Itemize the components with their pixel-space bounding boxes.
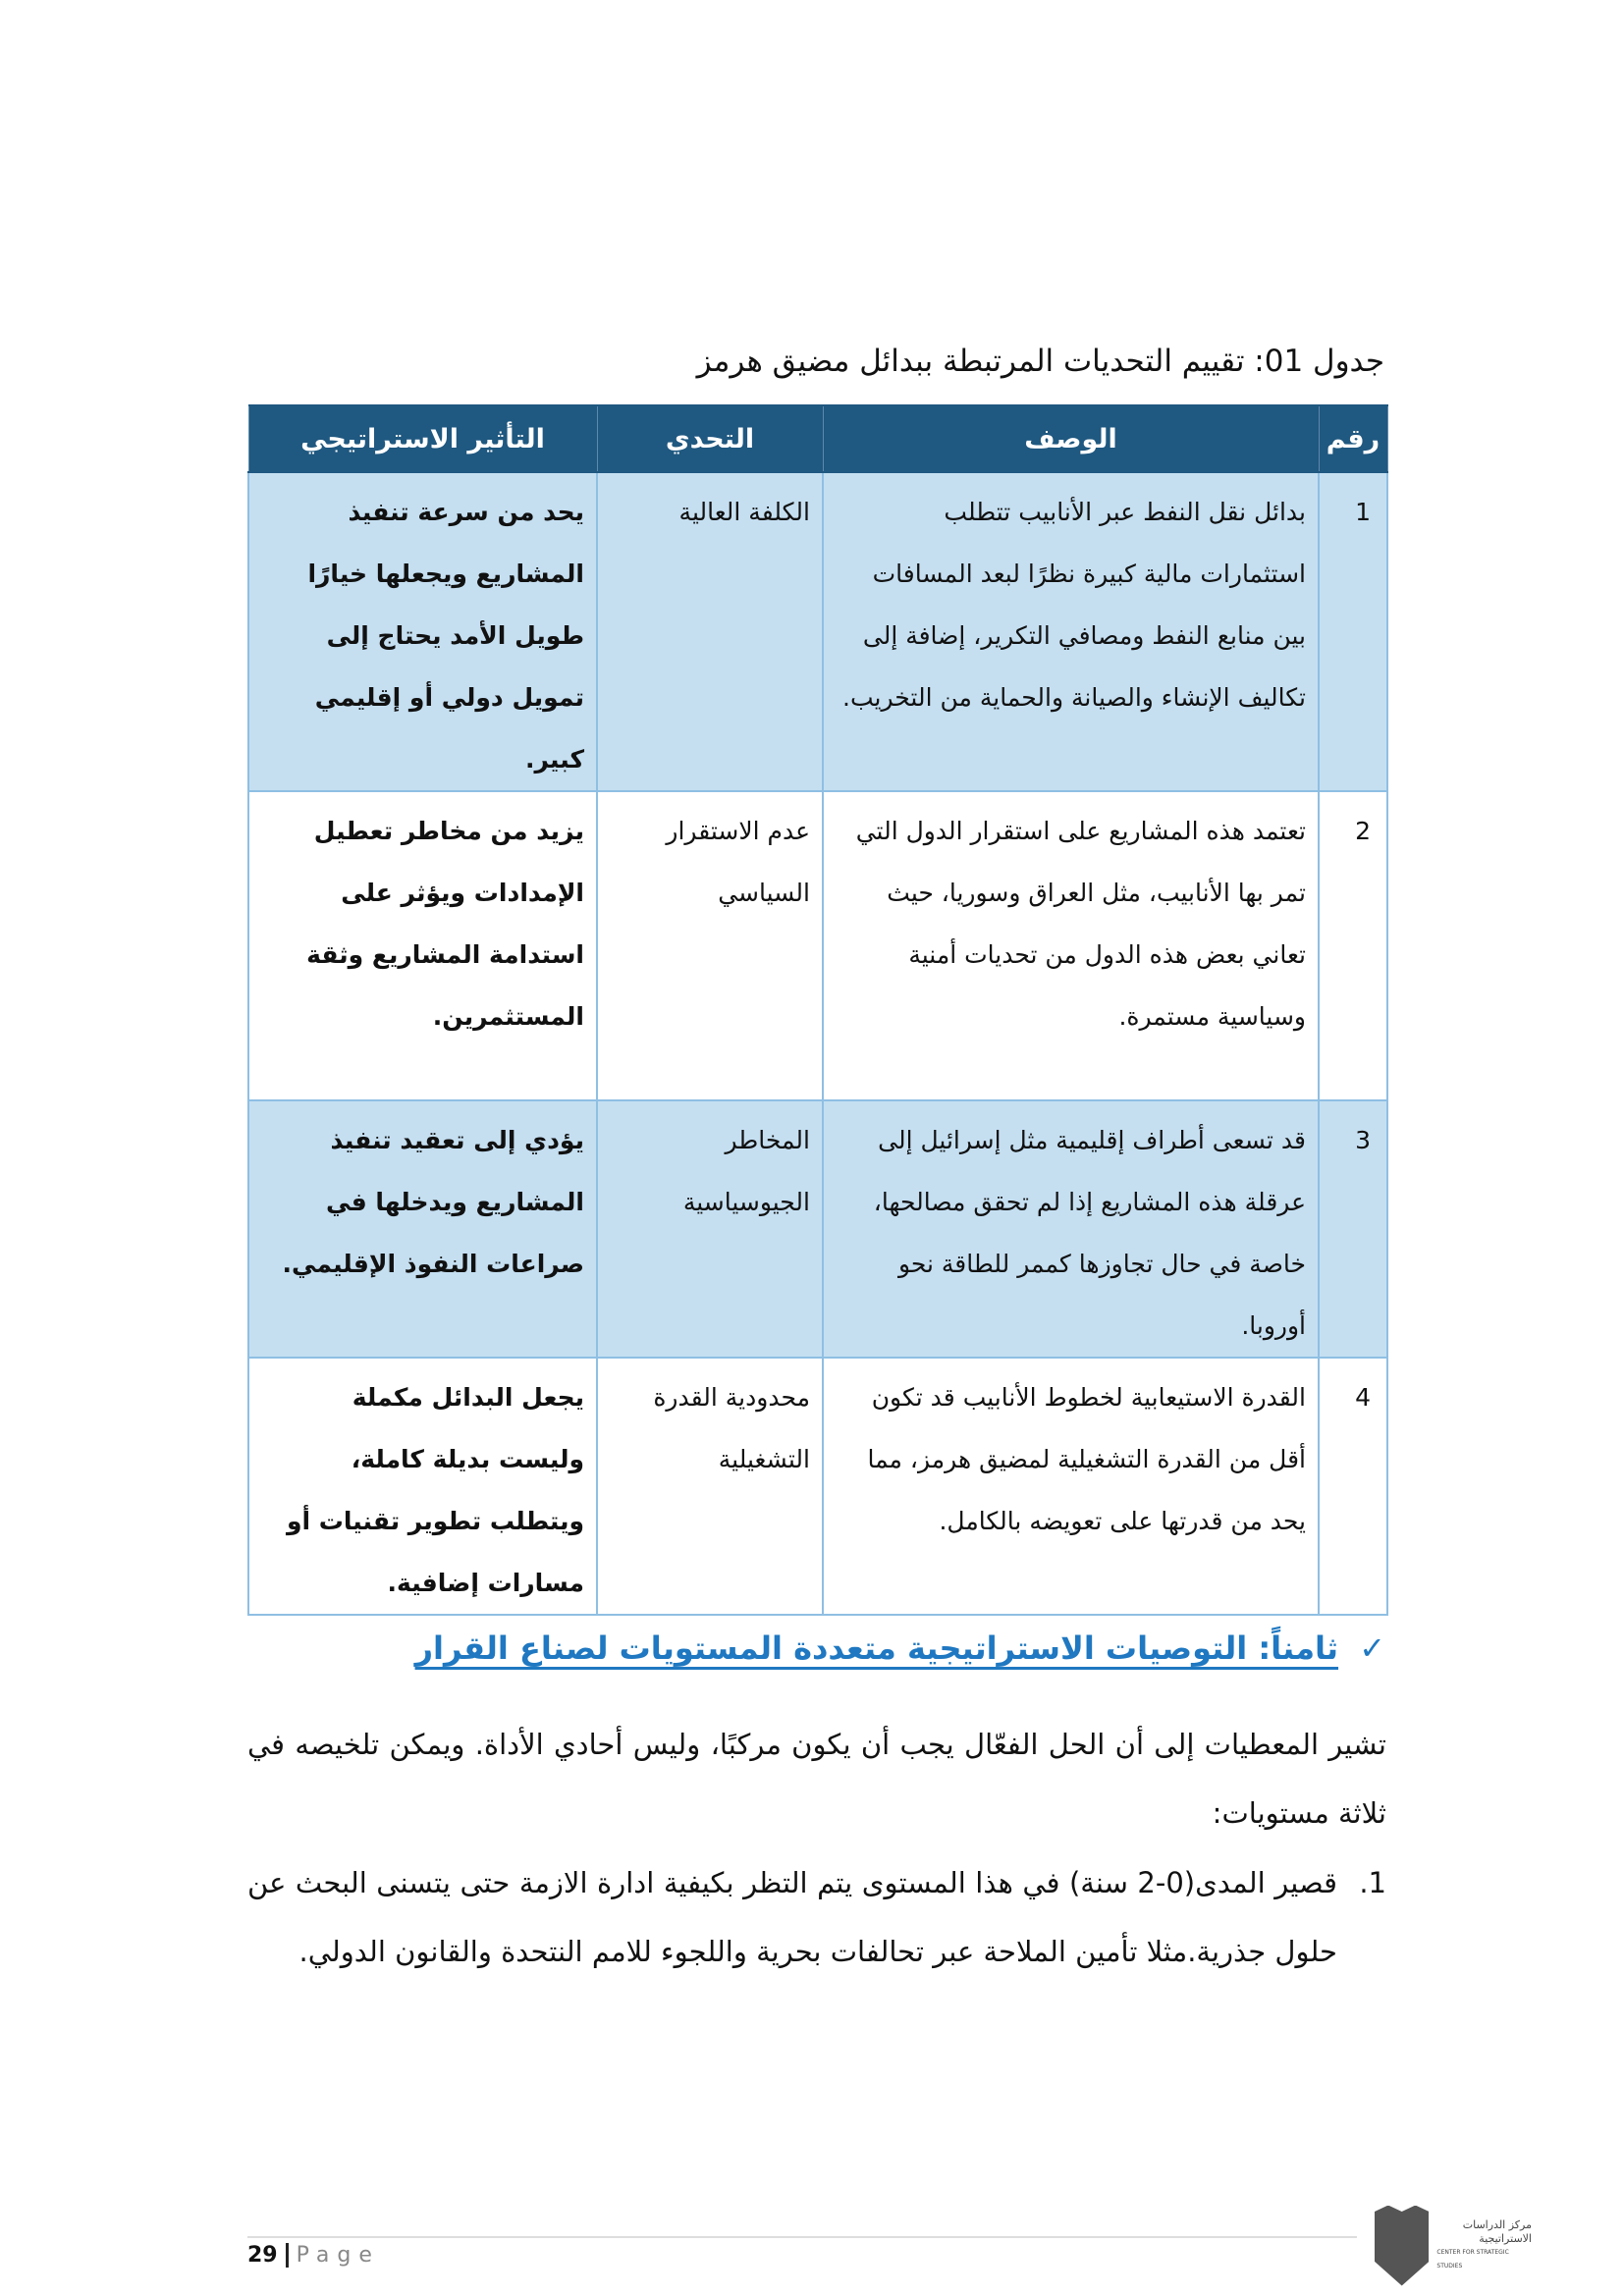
cell-description: تعتمد هذه المشاريع على استقرار الدول التي تمر بها الأنابيب، مثل العراق وسوريا، حيث تعاني بعض هذه الدول من تحديات أمنية وسياسية مستمرة. (823, 791, 1319, 1100)
cell-impact: يزيد من مخاطر تعطيل الإمدادات ويؤثر على استدامة المشاريع وثقة المستثمرين. (248, 791, 597, 1100)
cell-challenge: عدم الاستقرار السياسي (597, 791, 823, 1100)
cell-num: 1 (1319, 472, 1387, 791)
shield-logo-icon (1375, 2206, 1429, 2286)
cell-challenge: الكلفة العالية (597, 472, 823, 791)
header-num: رقم (1319, 405, 1387, 472)
center-logo (1375, 2204, 1532, 2287)
challenges-table (247, 404, 1388, 1616)
cell-num: 2 (1319, 791, 1387, 1100)
table-row (248, 1100, 1387, 1358)
section-heading (415, 1629, 1385, 1667)
list-item (247, 1848, 1386, 1986)
cell-impact: يحد من سرعة تنفيذ المشاريع ويجعلها خيارًا طويل الأمد يحتاج إلى تمويل دولي أو إقليمي كبير. (248, 472, 597, 791)
header-impact: التأثير الاستراتيجي (248, 405, 597, 472)
cell-num: 4 (1319, 1358, 1387, 1615)
cell-challenge: المخاطر الجيوسياسية (597, 1100, 823, 1358)
cell-description: قد تسعى أطراف إقليمية مثل إسرائيل إلى عرقلة هذه المشاريع إذا لم تحقق مصالحها، خاصة في حال تجاوزها كممر للطاقة نحو أوروبا. (823, 1100, 1319, 1358)
page-number-value: 29 (247, 2243, 278, 2268)
cell-num: 3 (1319, 1100, 1387, 1358)
checkmark-icon: ✓ (1359, 1629, 1385, 1667)
table-row (248, 472, 1387, 791)
logo-text (1436, 2218, 1532, 2273)
list-item-text: قصير المدى(0-2 سنة) في هذا المستوى يتم التظر بكيفية ادارة الازمة حتى يتسنى البحث عن حلول جذرية.مثلا تأمين الملاحة عبر تحالفات بحرية واللجوء للامم النتحدة والقانون الدولي. (247, 1866, 1337, 1968)
logo-line-2: الاستراتيجية (1479, 2231, 1532, 2245)
footer-divider (247, 2236, 1357, 2238)
table-header-row (248, 405, 1387, 472)
header-challenge: التحدي (597, 405, 823, 472)
cell-challenge: محدودية القدرة التشغيلية (597, 1358, 823, 1615)
header-description: الوصف (823, 405, 1319, 472)
logo-line-1: مركز الدراسات (1462, 2217, 1532, 2231)
page-separator (286, 2243, 289, 2268)
intro-paragraph: تشير المعطيات إلى أن الحل الفعّال يجب أن يكون مركبًا، وليس أحادي الأداة. ويمكن تلخيصه في ثلاثة مستويات: (247, 1728, 1386, 1830)
cell-description: بدائل نقل النفط عبر الأنابيب تتطلب استثمارات مالية كبيرة نظرًا لبعد المسافات بين منابع النفط ومصافي التكرير، إضافة إلى تكاليف الإنشاء والصيانة والحماية من التخريب. (823, 472, 1319, 791)
cell-impact: يؤدي إلى تعقيد تنفيذ المشاريع ويدخلها في صراعات النفوذ الإقليمي. (248, 1100, 597, 1358)
cell-description: القدرة الاستيعابية لخطوط الأنابيب قد تكون أقل من القدرة التشغيلية لمضيق هرمز، مما يحد من قدرتها على تعويضه بالكامل. (823, 1358, 1319, 1615)
list-marker: 1. (1359, 1866, 1386, 1899)
table-row (248, 1358, 1387, 1615)
logo-english: CENTER FOR STRATEGIC STUDIES (1436, 2248, 1509, 2269)
section-heading-text: ثامناً: التوصيات الاستراتيجية متعددة المستويات لصناع القرار (414, 1629, 1339, 1667)
table-row (248, 791, 1387, 1100)
table-caption: جدول 01: تقييم التحديات المرتبطة ببدائل مضيق هرمز (696, 344, 1384, 379)
page-number (247, 2243, 380, 2268)
page-word: Page (296, 2243, 380, 2268)
cell-impact: يجعل البدائل مكملة وليست بديلة كاملة، ويتطلب تطوير تقنيات أو مسارات إضافية. (248, 1358, 597, 1615)
recommendations-list (247, 1848, 1386, 1986)
